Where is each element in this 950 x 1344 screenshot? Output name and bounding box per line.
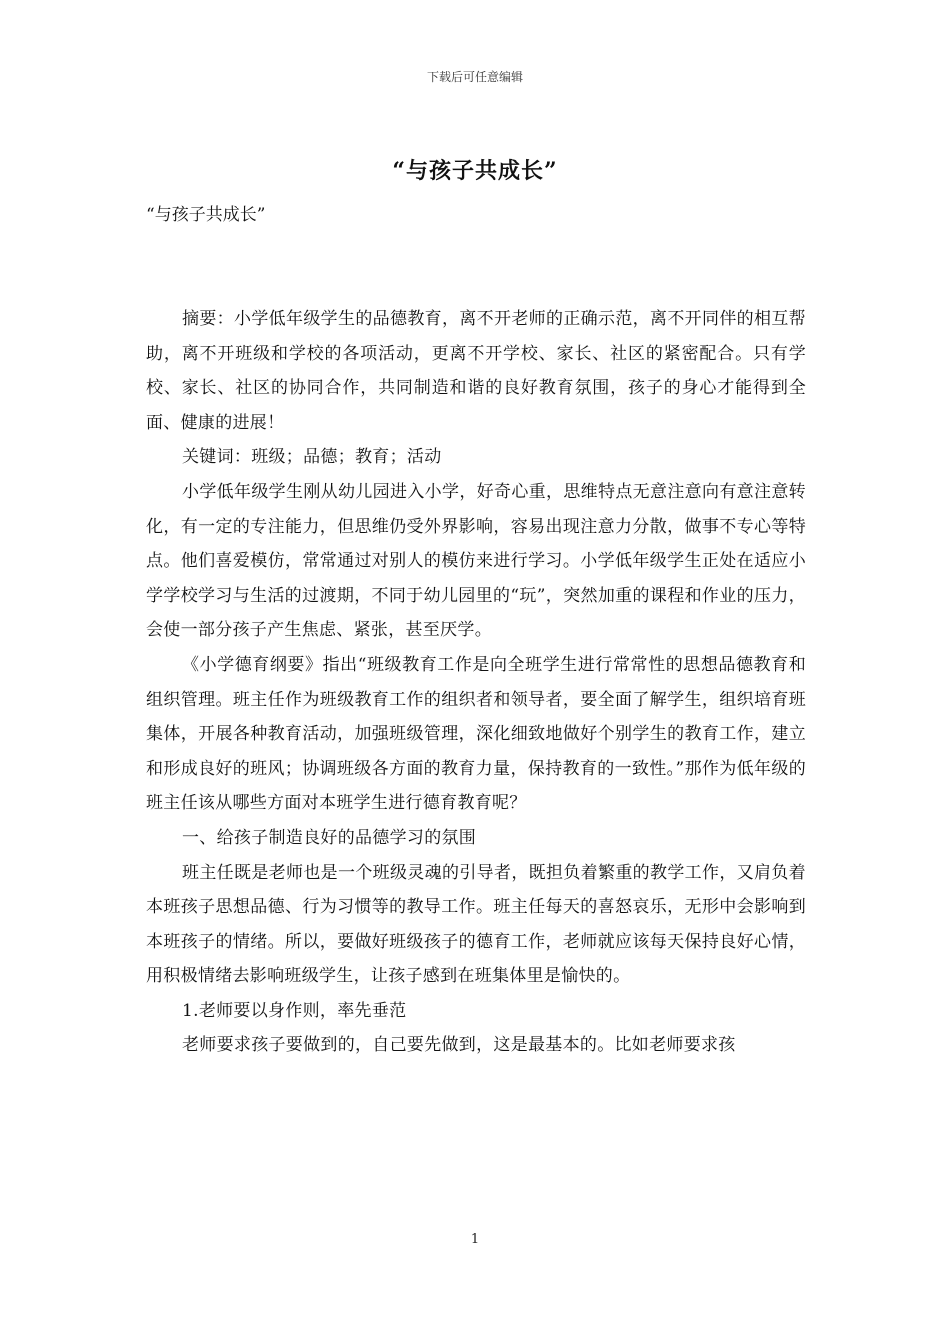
document-title: “与孩子共成长” (392, 158, 558, 184)
body-paragraph: 班主任既是老师也是一个班级灵魂的引导者，既担负着繁重的教学工作，又肩负着本班孩子思想品德、行为习惯等的教导工作。班主任每天的喜怒哀乐，无形中会影响到本班孩子的情绪。所以，要做好班级孩子的德育工作，老师就应该每天保持良好心情，用积极情绪去影响班级学生，让孩子感到在班集体里是愉快的。 (146, 862, 806, 987)
spacer (146, 232, 806, 302)
section-heading: 一、给孩子制造良好的品德学习的氛围 (182, 827, 477, 848)
page-number: 1 (470, 1232, 480, 1247)
page-header-note: 下载后可任意编辑 (426, 70, 523, 84)
keywords-paragraph: 关键词：班级；品德；教育；活动 (182, 447, 442, 468)
abstract-paragraph: 摘要：小学低年级学生的品德教育，离不开老师的正确示范，离不开同伴的相互帮助，离不开班级和学校的各项活动，更离不开学校、家长、社区的紧密配合。只有学校、家长、社区的协同合作，共同制造和谐的良好教育氛围，孩子的身心才能得到全面、健康的进展！ (146, 309, 806, 433)
body-paragraph: 小学低年级学生刚从幼儿园进入小学，好奇心重，思维特点无意注意向有意注意转化，有一定的专注能力，但思维仍受外界影响，容易出现注意力分散，做事不专心等特点。他们喜爱模仿，常常通过对别人的模仿来进行学习。小学低年级学生正处在适应小学学校学习与生活的过渡期，不同于幼儿园里的“玩”，突然加重的课程和作业的压力，会使一部分孩子产生焦虑、紧张，甚至厌学。 (146, 481, 806, 641)
body-paragraph: 老师要求孩子要做到的，自己要先做到，这是最基本的。比如老师要求孩 (182, 1035, 736, 1056)
subsection-heading: 1.老师要以身作则，率先垂范 (182, 1000, 407, 1021)
document-body (146, 198, 806, 1063)
body-paragraph: 《小学德育纲要》指出“班级教育工作是向全班学生进行常常性的思想品德教育和组织管理。班主任作为班级教育工作的组织者和领导者，要全面了解学生，组织培育班集体，开展各种教育活动，加强班级管理，深化细致地做好个别学生的教育工作，建立和形成良好的班风；协调班级各方面的教育力量，保持教育的一致性。”那作为低年级的班主任该从哪些方面对本班学生进行德育教育呢？ (146, 654, 806, 814)
document-subtitle: “与孩子共成长” (146, 205, 266, 225)
